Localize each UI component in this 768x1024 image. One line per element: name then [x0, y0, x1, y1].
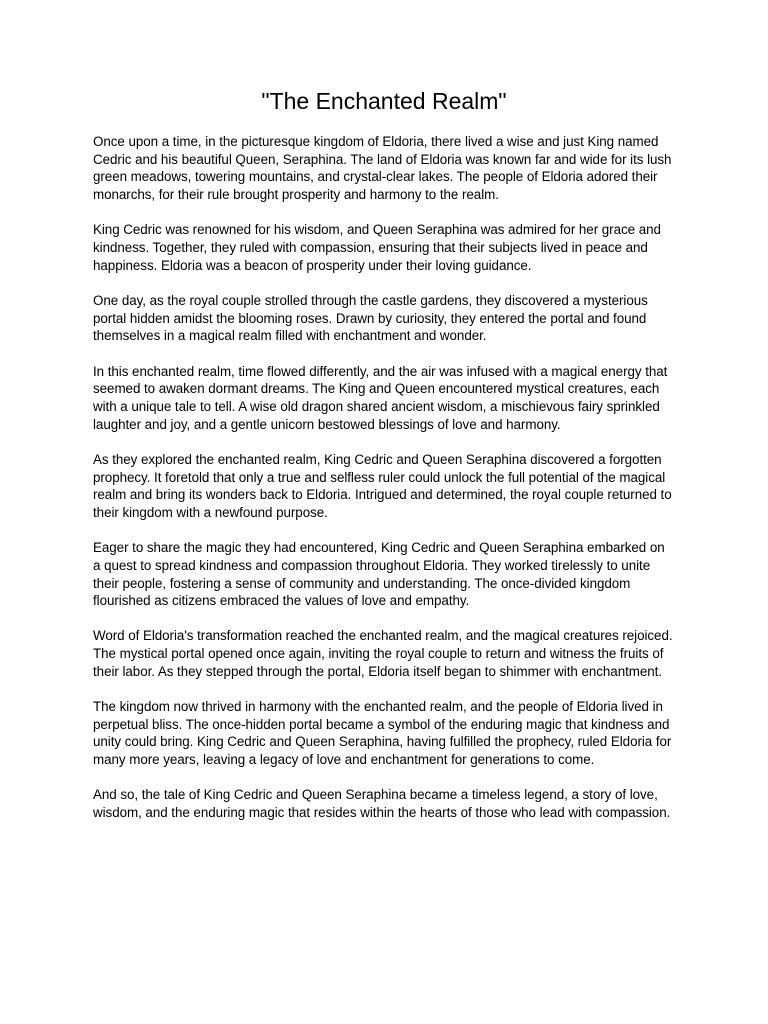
paragraph-5: As they explored the enchanted realm, King Cedric and Queen Seraphina discovered a forgotten prophecy. It foretold that only a true and selfless ruler could unlock the full potential of the magical realm and bring its wonders back to Eldoria. Intrigued and determined, the royal couple returned to their kingdom with a newfound purpose. [93, 451, 672, 520]
paragraph-3: One day, as the royal couple strolled through the castle gardens, they discovered a mysterious portal hidden amidst the blooming roses. Drawn by curiosity, they entered the portal and found themselves in a magical realm filled with enchantment and wonder. [93, 292, 648, 344]
paragraph-4: In this enchanted realm, time flowed differently, and the air was infused with a magical energy that seemed to awaken dormant dreams. The King and Queen encountered mystical creatures, each with a unique tale to tell. A wise old dragon shared ancient wisdom, a mischievous fairy sprinkled laughter and joy, and a gentle unicorn bestowed blessings of love and harmony. [93, 363, 668, 432]
paragraph-1: Once upon a time, in the picturesque kingdom of Eldoria, there lived a wise and just King named Cedric and his beautiful Queen, Seraphina. The land of Eldoria was known far and wide for its lush green meadows, towering mountains, and crystal-clear lakes. The people of Eldoria adored their monarchs, for their rule brought prosperity and harmony to the realm. [93, 134, 672, 203]
document-title: "The Enchanted Realm" [261, 88, 507, 114]
paragraph-2: King Cedric was renowned for his wisdom, and Queen Seraphina was admired for her grace and kindness. Together, they ruled with compassion, ensuring that their subjects lived in peace and happiness. Eldoria was a beacon of prosperity under their loving guidance. [93, 222, 661, 273]
paragraph-9: And so, the tale of King Cedric and Queen Seraphina became a timeless legend, a story of love, wisdom, and the enduring magic that resides within the hearts of those who lead with compassion. [93, 787, 671, 821]
paragraph-7: Word of Eldoria's transformation reached the enchanted realm, and the magical creatures rejoiced. The mystical portal opened once again, inviting the royal couple to return and witness the fruits of their labor. As they stepped through the portal, Eldoria itself began to shimmer with enchantment. [93, 628, 673, 679]
paragraph-8: The kingdom now thrived in harmony with the enchanted realm, and the people of Eldoria lived in perpetual bliss. The once-hidden portal became a symbol of the enduring magic that kindness and unity could bring. King Cedric and Queen Seraphina, having fulfilled the prophecy, ruled Eldoria for many more years, leaving a legacy of love and enchantment for generations to come. [93, 699, 672, 768]
paragraph-6: Eager to share the magic they had encountered, King Cedric and Queen Seraphina embarked on a quest to spread kindness and compassion throughout Eldoria. They worked tirelessly to unite their people, fostering a sense of community and understanding. The once-divided kingdom flourished as citizens embraced the values of love and empathy. [93, 540, 665, 609]
document-body [93, 133, 675, 822]
